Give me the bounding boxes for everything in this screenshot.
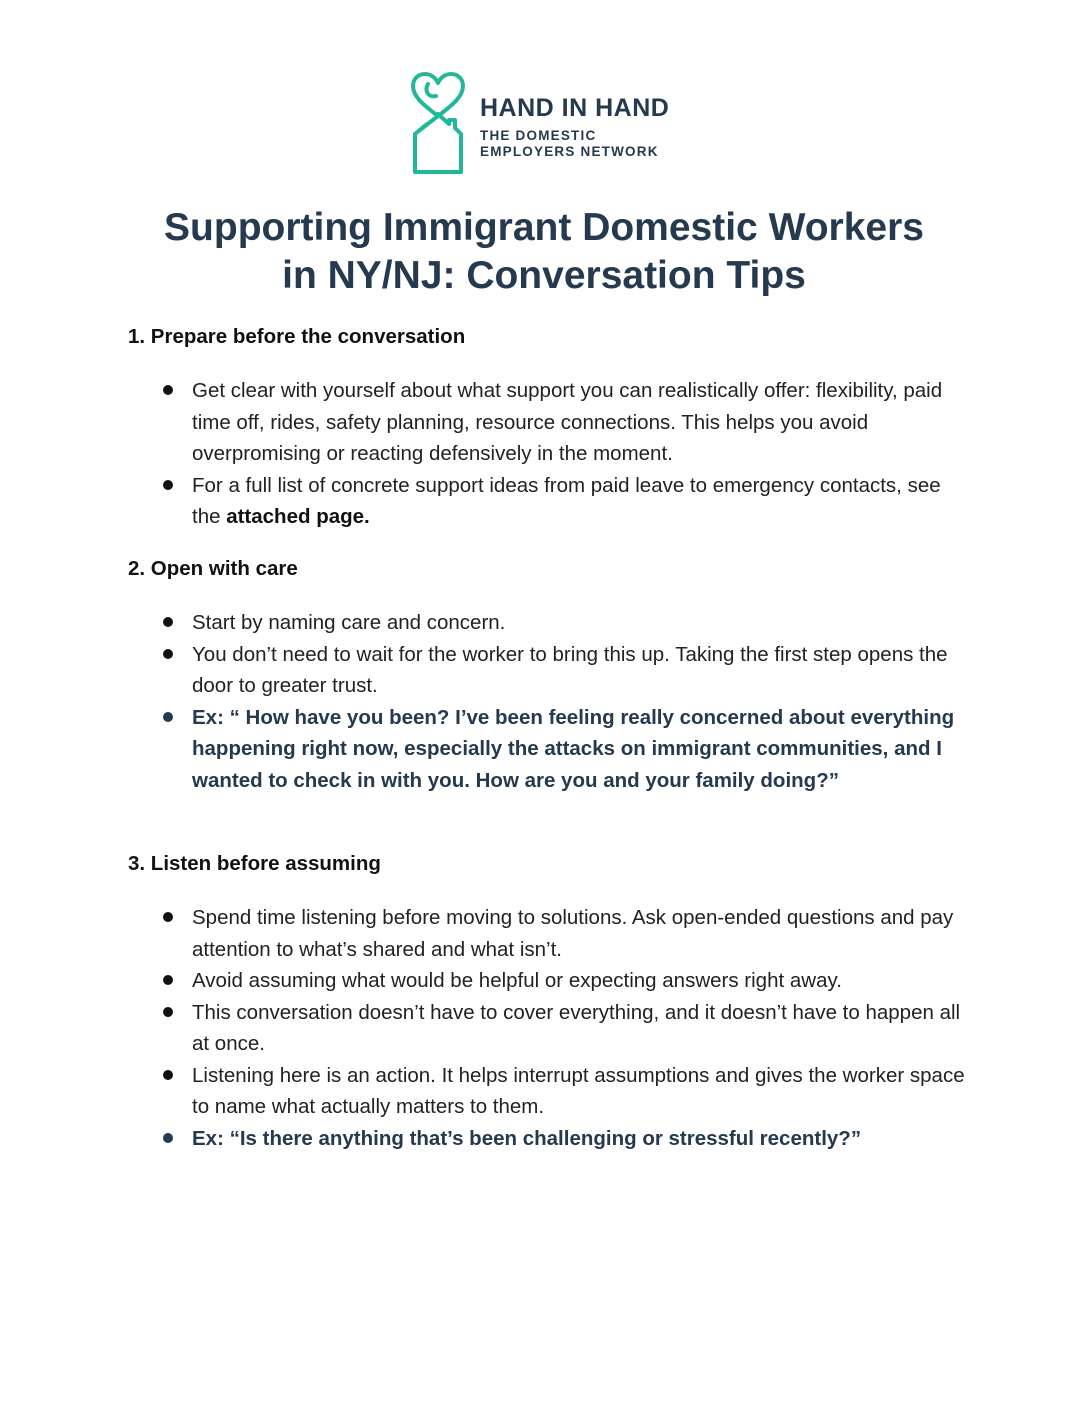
list-item-text: Spend time listening before moving to solutions. Ask open-ended questions and pay attention to what’s shared and what isn’t. — [192, 906, 954, 961]
section-heading: 1. Prepare before the conversation — [128, 325, 466, 348]
bullet-icon — [163, 617, 173, 627]
section-open-with-care — [128, 555, 968, 796]
example-item — [128, 1123, 968, 1155]
list-item-text: Get clear with yourself about what support you can realistically offer: flexibility, paid time off, rides, safety planning, resource connections. This helps you avoid overpromising or reacting defensively in the moment. — [192, 379, 943, 465]
section-listen — [128, 850, 968, 1154]
bullet-icon — [163, 1070, 173, 1080]
hand-in-hand-logo — [410, 72, 690, 176]
page-title-line2: in NY/NJ: Conversation Tips — [282, 254, 806, 297]
list-item — [128, 639, 968, 702]
logo-subtitle-line2: EMPLOYERS NETWORK — [480, 144, 659, 159]
example-text: Ex: “Is there anything that’s been challenging or stressful recently?” — [192, 1126, 862, 1150]
list-item-text: Listening here is an action. It helps interrupt assumptions and gives the worker space to name what actually matters to them. — [192, 1063, 965, 1118]
bullet-icon — [163, 975, 173, 985]
bullet-icon — [163, 712, 173, 722]
example-item — [128, 702, 968, 797]
logo-subtitle-line1: THE DOMESTIC — [480, 128, 597, 143]
bullet-icon — [163, 385, 173, 395]
section-heading: 3. Listen before assuming — [128, 852, 381, 875]
bullet-list — [128, 607, 968, 796]
list-item-text: You don’t need to wait for the worker to bring this up. Taking the first step opens the door to greater trust. — [192, 642, 948, 697]
section-prepare — [128, 323, 968, 533]
list-item — [128, 375, 968, 470]
page-title — [0, 204, 1088, 300]
list-item-text: This conversation doesn’t have to cover everything, and it doesn’t have to happen all at once. — [192, 1000, 961, 1055]
heart-house-icon — [410, 72, 466, 174]
page-title-line1: Supporting Immigrant Domestic Workers — [164, 206, 924, 249]
list-item-text: Start by naming care and concern. — [192, 611, 506, 634]
section-heading: 2. Open with care — [128, 557, 298, 580]
bullet-list — [128, 375, 968, 533]
bullet-list — [128, 902, 968, 1154]
bullet-icon — [163, 1133, 173, 1143]
bullet-icon — [163, 912, 173, 922]
list-item — [128, 607, 968, 639]
list-item — [128, 965, 968, 997]
list-item — [128, 470, 968, 533]
bullet-icon — [163, 1007, 173, 1017]
logo-subtitle — [480, 128, 659, 160]
attached-page-text: attached page. — [226, 505, 370, 528]
list-item-text: Avoid assuming what would be helpful or expecting answers right away. — [192, 969, 842, 992]
list-item-text: For a full list of concrete support ideas from paid leave to emergency contacts, see the — [192, 473, 941, 528]
list-item — [128, 997, 968, 1060]
bullet-icon — [163, 480, 173, 490]
list-item — [128, 902, 968, 965]
example-text: Ex: “ How have you been? I’ve been feeling really concerned about everything happening right now, especially the attacks on immigrant communities, and I wanted to check in with you. How are you and your family doing?” — [192, 705, 955, 792]
list-item — [128, 1060, 968, 1123]
logo-name: HAND IN HAND — [480, 94, 670, 122]
bullet-icon — [163, 649, 173, 659]
